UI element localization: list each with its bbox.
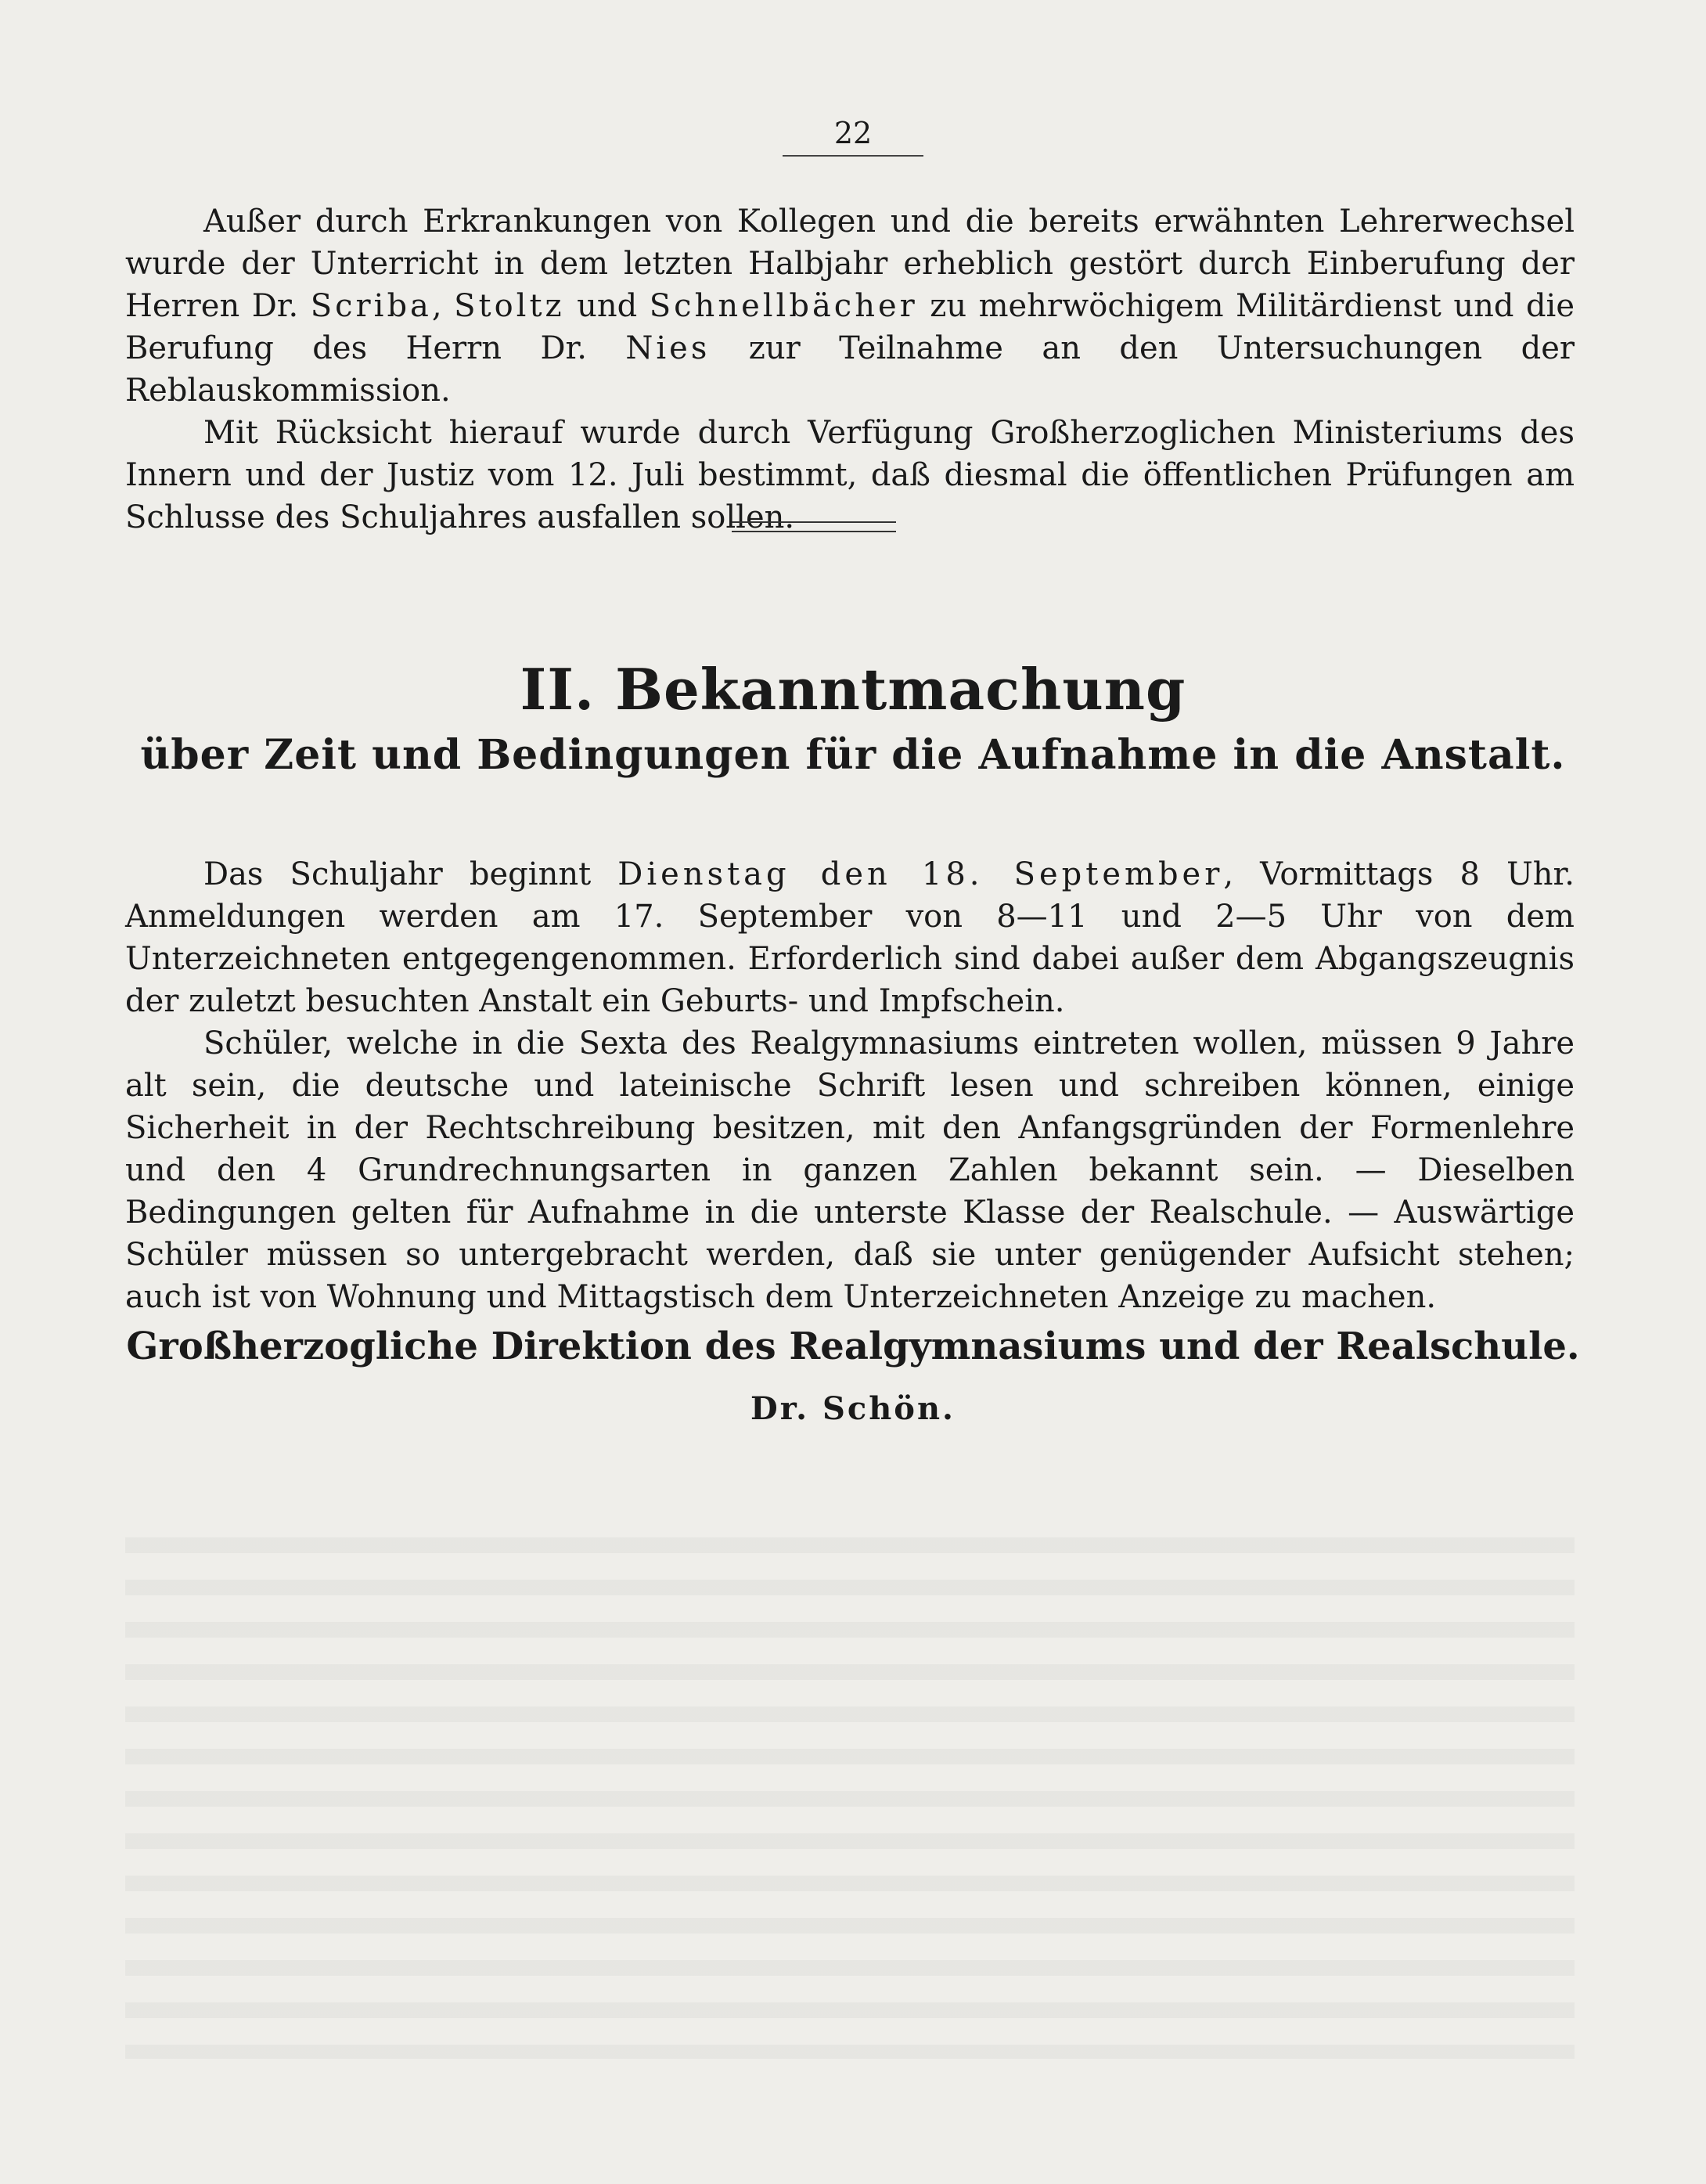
text-span: und: [564, 288, 650, 324]
text-span: , Vormittags 8 Uhr. Anmeldungen werden am 17. September von 8—11 und 2—5 Uhr von dem Unterzeichneten entgegengenommen. Erforderlich sind dabei außer dem Abgangszeugnis der zuletzt besuchten Anstalt ein Geburts- und Impfschein.: [125, 856, 1575, 1019]
section-separator: [732, 521, 896, 532]
announcement-paragraph-2: Schüler, welche in die Sexta des Realgymnasiums eintreten wollen, müssen 9 Jahre alt sein, die deutsche und lateinische Schrift lesen und schreiben können, einige Sicherheit in der Rechtschreibung besitzen, mit den Anfangsgründen der Formenlehre und den 4 Grundrechnungsarten in ganzen Zahlen bekannt sein. — Dieselben Bedingungen gelten für Aufnahme in die unterste Klasse der Realschule. — Auswärtige Schüler müssen so untergebracht werden, daß sie unter genügender Aufsicht stehen; auch ist von Wohnung und Mittagstisch dem Unterzeichneten Anzeige zu machen.: [125, 1025, 1575, 1315]
intro-paragraph-2: Mit Rücksicht hierauf wurde durch Verfügung Großherzoglichen Ministeriums des Innern und der Justiz vom 12. Juli bestimmt, daß diesmal die öffentlichen Prüfungen am Schlusse des Schuljahres ausfallen sollen.: [125, 415, 1575, 535]
text-span: Außer durch Erkrankungen von Kollegen und die bereits erwähnten Lehrerwechsel wurde der Unterricht in dem letzten Halbjahr erheblich gestört durch Einberufung der Herren Dr.: [125, 204, 1575, 324]
signature-organization: Großherzogliche Direktion des Realgymnasiums und der Realschule.: [126, 1324, 1580, 1368]
page-number: 22: [783, 116, 923, 157]
text-span: ,: [431, 288, 455, 324]
name-nies: Nies: [625, 330, 711, 366]
name-stoltz: Stoltz: [454, 288, 565, 324]
name-schnellbaecher: Schnellbächer: [649, 288, 918, 324]
signature-name: Dr. Schön.: [750, 1390, 956, 1427]
name-scriba: Scriba: [310, 288, 432, 324]
text-span: zur Teilnahme an den Untersuchungen der Reblauskommission.: [125, 330, 1575, 409]
text-span: Das Schuljahr beginnt: [203, 856, 618, 892]
section-title: II. Bekanntmachung: [520, 656, 1186, 723]
intro-paragraph-1: [125, 200, 1575, 412]
bleed-through-area: [125, 1511, 1575, 2059]
announcement-text: [125, 853, 1575, 1318]
announcement-paragraph-1: [125, 853, 1575, 1022]
intro-text: [125, 200, 1575, 539]
section-subtitle: über Zeit und Bedingungen für die Aufnahme in die Anstalt.: [140, 731, 1566, 779]
start-date: Dienstag den 18. September: [617, 856, 1224, 892]
text-span: zu mehrwöchigem Militärdienst und die Berufung des Herrn Dr.: [125, 288, 1575, 366]
